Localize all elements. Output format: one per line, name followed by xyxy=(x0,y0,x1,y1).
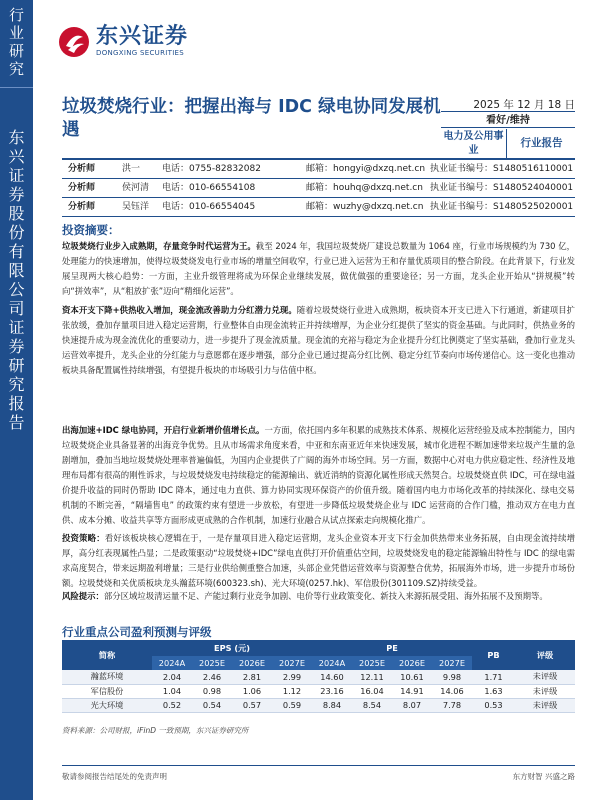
industry-label: 电力及公用事业 xyxy=(441,129,507,158)
pe-cell: 16.04 xyxy=(360,686,384,696)
col-header-rating: 评级 xyxy=(515,640,575,670)
company-logo xyxy=(58,25,188,58)
col-header-year: 2027E xyxy=(272,656,312,670)
analyst-email[interactable]: 邮箱：wuzhy@dxzq.net.cn xyxy=(306,202,424,212)
footer-divider xyxy=(62,765,575,766)
analyst-role: 分析师 xyxy=(68,164,96,174)
sidebar-top xyxy=(0,0,33,88)
pe-cell: 8.54 xyxy=(362,700,382,710)
report-title: 垃圾焚烧行业：把握出海与 IDC 绿电协同发展机遇 xyxy=(62,97,441,140)
risk-paragraph xyxy=(62,589,575,604)
analyst-name: 侯河清 xyxy=(122,183,150,193)
rating-cell: 未评级 xyxy=(532,685,558,696)
paragraph-lead: 资本开支下降+供热收入增加，现金流改善助力分红潜力兑现。 xyxy=(62,305,297,315)
col-header-year: 2026E xyxy=(392,656,432,670)
logo-name-cn: 东兴证券 xyxy=(96,24,189,49)
footer-slogan: 东方财智 兴盛之路 xyxy=(512,772,575,781)
col-group-pe: PE xyxy=(312,640,472,656)
paragraph-text: 截至 2024 年，我国垃圾焚烧厂建设总数量为 1064 座，行业市场规模约为 730 亿，处理能力的快速增加，使得垃圾焚烧发电行业市场的增量空间收窄，行业已进入运营为王和存量优质项目的整合阶段。在此背景下，行业发展呈现两大核心趋势：一方面，主业升级管理将成为环保企业继续发展，做优做强的重要途径；另一方面，龙头企业开始从“拼规模”转向“拼效率”，从“粗放扩张”迈向“精细化运营”。 xyxy=(62,241,575,296)
pe-cell: 12.11 xyxy=(360,671,384,682)
summary-paragraph-1 xyxy=(62,239,575,299)
analyst-name: 洪一 xyxy=(122,164,141,174)
company-name-cell: 光大环境 xyxy=(90,699,124,710)
analyst-phone: 电话：010-66554108 xyxy=(162,183,256,193)
paragraph-lead: 垃圾焚烧行业步入成熟期，存量竞争时代运营为王。 xyxy=(62,241,256,251)
analyst-email[interactable]: 邮箱：hongyi@dxzq.net.cn xyxy=(306,164,426,174)
pb-cell: 0.53 xyxy=(484,700,503,710)
paragraph-text: 一方面，依托国内多年积累的成熟技术体系、规模化运营经验及成本控制能力，国内垃圾焚烧企业具备显著的出海竞争优势。且从市场需求角度来看，中亚和东南亚近年来快速发展，城市化进程不断加速带来垃圾产生量的急剧增加，叠加当地垃圾焚烧处理率普遍偏低，为国内企业提供了广阔的海外市场空间。另一方面，数据中心对电力供应稳定性、经济性及地理布局都有很高的刚性诉求，与垃圾焚烧发电持续稳定的能源输出、就近消纳的资源化属性形成天然契合。垃圾焚烧直供 IDC，可在绿电溢价提升收益的同时仍帮助 IDC 降本，通过电力直供、算力协同实现环保资产的价值升级。随着国内电力市场化改革的持续深化、绿电交易机制的不断完善，“隔墙售电” 的政策约束有望进一步放松，有望进一步降低垃圾焚烧企业与 IDC 运营商的合作门槛，推动双方在电力直供、成本分摊、收益共享等方面形成更成熟的合作机制，加速行业融合从试点探索走向规模化推广。 xyxy=(62,425,575,525)
col-header-year: 2024A xyxy=(152,656,192,670)
col-header-year: 2024A xyxy=(312,656,352,670)
table-row xyxy=(62,698,575,712)
col-header-name: 简称 xyxy=(62,640,152,670)
logo-name-en: DONGXING SECURITIES xyxy=(96,49,185,57)
pb-cell: 1.71 xyxy=(484,671,503,682)
analyst-email[interactable]: 邮箱：houhq@dxzq.net.cn xyxy=(306,183,423,193)
pe-cell: 9.98 xyxy=(442,671,462,682)
col-header-year: 2025E xyxy=(192,656,232,670)
col-header-year: 2026E xyxy=(232,656,272,670)
eps-cell: 1.06 xyxy=(242,686,262,696)
sidebar xyxy=(0,0,33,800)
analyst-role: 分析师 xyxy=(68,202,96,212)
table-source: 资料来源：公司财报，iFinD 一致预期，东兴证券研究所 xyxy=(62,726,249,735)
rating-badge: 看好/维持 xyxy=(441,111,575,128)
company-name-cell: 瀚蓝环境 xyxy=(90,671,124,682)
pb-cell: 1.63 xyxy=(484,686,503,696)
eps-cell: 2.81 xyxy=(242,671,262,682)
analyst-cert: 执业证书编号：S1480516110001 xyxy=(430,164,574,174)
rating-cell: 未评级 xyxy=(532,671,558,682)
summary-paragraph-4 xyxy=(62,531,575,591)
analyst-name: 吴钰洋 xyxy=(122,202,150,212)
company-name-cell: 军信股份 xyxy=(90,685,124,696)
rating-cell: 未评级 xyxy=(532,699,558,710)
pe-cell: 7.78 xyxy=(442,700,462,710)
sidebar-top-label: 行 业 研 究 xyxy=(8,6,24,78)
report-date: 2025 年 12 月 18 日 xyxy=(473,99,575,111)
eps-cell: 2.46 xyxy=(202,671,222,682)
table-row xyxy=(62,684,575,698)
eps-cell: 1.12 xyxy=(282,686,302,696)
paragraph-lead: 投资策略： xyxy=(62,533,105,543)
pe-cell: 14.06 xyxy=(440,686,464,696)
pe-cell: 8.84 xyxy=(322,700,342,710)
table-title: 行业重点公司盈利预测与评级 xyxy=(62,625,212,639)
eps-cell: 1.04 xyxy=(162,686,182,696)
paragraph-text: 看好该板块核心逻辑在于，一是存量项目进入稳定运营期，龙头企业资本开支下行金加供热带来业务拓展，自由现金流持续增厚，高分红表现属性凸显；二是政策驱动“垃圾焚烧+IDC”绿电直供打开价值重估空间，垃圾焚烧发电的稳定能源输出特性与 IDC 的绿电需求高度契合，带来远期盈利增量；三是行业供给侧重整合加速，头部企业凭借运营效率与资源整合优势，拓展海外市场，进一步提升市场份额。垃圾焚烧和关优质板块龙头瀚蓝环境(600323.sh)、光大环境(0257.hk)、军信股份(301109.SZ)持续受益。 xyxy=(62,533,575,588)
col-header-year: 2027E xyxy=(432,656,472,670)
analyst-cert: 执业证书编号：S1480524040001 xyxy=(430,183,574,193)
pe-cell: 14.91 xyxy=(400,686,424,696)
pe-cell: 10.61 xyxy=(400,671,424,682)
eps-cell: 0.98 xyxy=(202,686,222,696)
analyst-cert: 执业证书编号：S1480525020001 xyxy=(430,202,574,212)
col-group-eps: EPS (元) xyxy=(152,640,312,656)
pe-cell: 14.60 xyxy=(320,671,344,682)
footer-disclaimer: 敬请参阅报告结尾处的免责声明 xyxy=(62,772,167,781)
summary-heading: 投资摘要： xyxy=(62,223,120,237)
logo-icon xyxy=(58,26,90,58)
analyst-role: 分析师 xyxy=(68,183,96,193)
paragraph-lead: 出海加速+IDC 绿电协同，开启行业新增价值增长点。 xyxy=(62,425,265,435)
summary-paragraph-3 xyxy=(62,423,575,528)
eps-cell: 0.54 xyxy=(202,700,222,710)
pe-cell: 8.07 xyxy=(402,700,422,710)
col-header-year: 2025E xyxy=(352,656,392,670)
eps-cell: 0.59 xyxy=(282,700,302,710)
paragraph-lead: 风险提示： xyxy=(62,591,104,601)
paragraph-text: 部分区域垃圾清运量不足、产能过剩行业竞争加剧、电价等行业政策变化、新技入来源拓展受阻、海外拓展不及预期等。 xyxy=(103,591,548,601)
sidebar-main-label: 东 兴 证 券 股 份 有 限 公 司 证 券 研 究 报 告 xyxy=(8,128,25,432)
pe-cell: 23.16 xyxy=(320,686,344,696)
eps-cell: 2.04 xyxy=(162,671,182,682)
analyst-row xyxy=(62,160,575,179)
analyst-phone: 电话：010-66554045 xyxy=(162,202,256,212)
analyst-row xyxy=(62,198,575,217)
eps-cell: 0.52 xyxy=(162,700,182,710)
paragraph-text: 随着垃圾焚烧行业进入成熟期，板块资本开支已进入下行通道，新建项目扩张放缓，叠加存量项目进入稳定运营期，行业整体自由现金流转正并持续增厚，为企业分红提供了坚实的资金基础。与此同时，供热业务的快速提升成为现金流优化的重要动力，进一步提升了现金流质量。现金流的充裕与稳定为企业提升分红比例奠定了坚实基础，叠加行业龙头运营效率提升，龙头企业的分红能力与意愿都在逐步增强，部分企业已通过提高分红比例、稳定分红节奏向市场传递信心。这一变化也推动板块具备配置属性持续增强，有望提升板块的市场吸引力与估值中枢。 xyxy=(62,305,576,375)
eps-cell: 0.57 xyxy=(242,700,262,710)
table-row xyxy=(62,670,575,684)
analyst-phone: 电话：0755-82832082 xyxy=(162,164,261,174)
col-header-pb: PB xyxy=(472,640,515,670)
eps-cell: 2.99 xyxy=(282,671,302,682)
earnings-forecast-table xyxy=(62,640,575,713)
analyst-row xyxy=(62,179,575,198)
summary-paragraph-2 xyxy=(62,303,575,378)
report-type-label: 行业报告 xyxy=(520,137,563,149)
